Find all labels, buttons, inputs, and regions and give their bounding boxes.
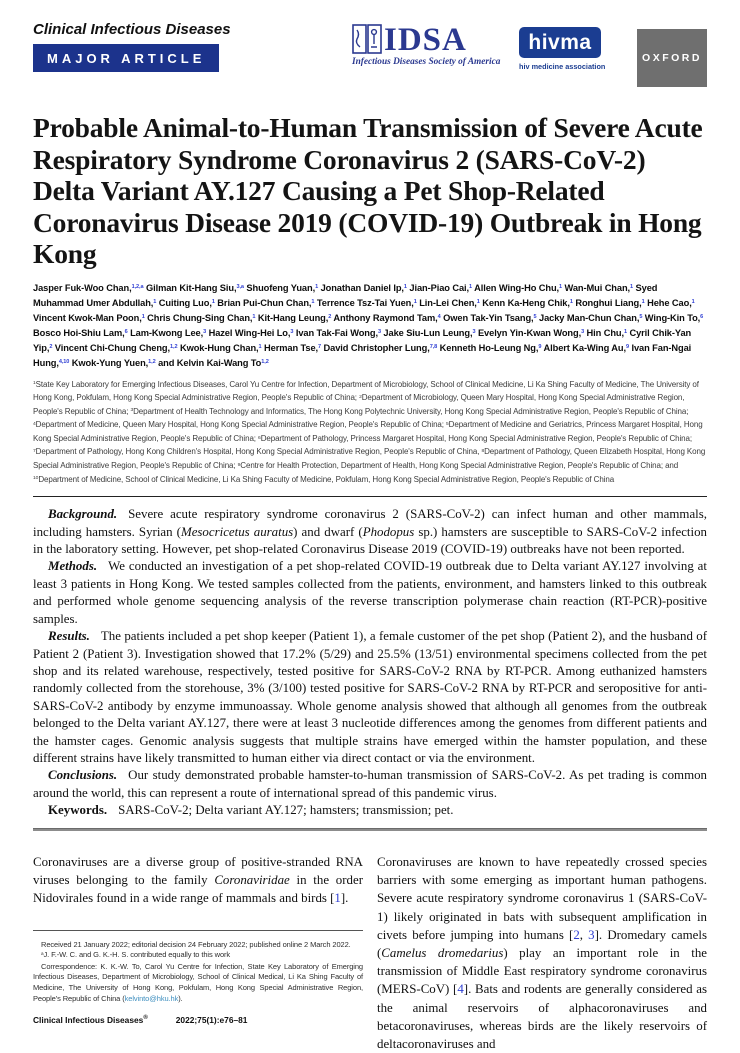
idsa-tagline: Infectious Diseases Society of America — [352, 57, 501, 67]
hivma-logo — [519, 27, 611, 71]
idsa-acronym: IDSA — [384, 22, 467, 58]
abstract-methods — [33, 558, 707, 628]
article-title: Probable Animal-to-Human Transmission of Severe Acute Respiratory Syndrome Coronavirus 2 (SARS-CoV-2) Delta Variant AY.127 Causing a Pet Shop-Related Coronavirus Disease 2019 (COVID-19) Outbreak in Hong Kong — [33, 112, 703, 269]
abstract-top-rule — [33, 496, 707, 497]
page-header — [33, 0, 707, 100]
citation-ref-link[interactable]: 4 — [457, 982, 464, 997]
citation-ref-link[interactable]: 3 — [588, 927, 595, 942]
abstract-label-methods: Methods. — [48, 559, 98, 574]
abstract-background — [33, 506, 707, 558]
abstract-methods-text: We conducted an investigation of a pet shop-related COVID-19 outbreak due to Delta variant AY.127 involving at least 3 patients in Hong Kong. We tested samples collected from the patients, environment, and hamsters linked to this outbreak and performed whole genome sequencing analysis of the reverse transcription polymerase chain reaction (RT-PCR)-positive samples. — [33, 559, 707, 626]
citation-journal: Clinical Infectious Diseases — [33, 1015, 144, 1026]
hivma-wordmark: hivma — [519, 27, 601, 58]
left-column — [33, 853, 363, 1053]
journal-name: Clinical Infectious Diseases — [33, 21, 231, 38]
idsa-emblem-icon — [352, 24, 382, 54]
footnote-rule — [33, 930, 363, 931]
footnote-block — [33, 940, 363, 1005]
right-column — [377, 853, 707, 1053]
footnote-correspondence: Correspondence: K. K.-W. To, Carol Yu Centre for Infection, State Key Laboratory of Emerging Infectious Diseases, Department of Microbiology, School of Clinical Medical, Li Ka Shing Faculty of Medicine, The University of Hong Kong, Pokfulam, Hong Kong Special Administrative Region, People's Republic of China (kelvinto@hku.hk). — [33, 961, 363, 1003]
email-link[interactable]: kelvinto@hku.hk — [124, 993, 179, 1003]
citation-detail: 2022;75(1):e76–81 — [175, 1015, 248, 1026]
abstract-section — [33, 506, 707, 819]
article-type-badge: MAJOR ARTICLE — [33, 44, 219, 72]
oxford-wordmark: OXFORD — [642, 52, 702, 64]
abstract-results-text: The patients included a pet shop keeper (Patient 1), a female customer of the pet shop (Patient 2), and the husband of Patient 2 (Patient 3). Investigation showed that 17.2% (5/29) and 25.5% (13/51) environmental specimens collected from the pet shop and its related warehouse, respectively, tested positive for SARS-CoV-2 RNA by RT-PCR. Among euthanized hamsters randomly collected from the storehouse, 3% (3/100) tested positive for SARS-CoV-2 RNA by RT-PCR and seropositive for anti-SARS-CoV-2 antibody by enzyme immunoassay. Whole genome analysis showed that although all genomes from the outbreak belonged to the Delta variant AY.127, there were at least 3 nucleotide differences among the genomes from different patients and the hamster cages. Genomic analysis suggests that multiple strains have emerged within the hamster population, and these different strains have likely transmitted to human either via direct contact or via the environment. — [33, 629, 707, 765]
abstract-conclusions-text: Our study demonstrated probable hamster-to-human transmission of SARS-CoV-2. As pet trading is common around the world, this can represent a route of international spread of this pandemic virus. — [33, 768, 707, 800]
footnote-equal-contribution: $^a$J. F.-W. C. and G. K.-H. S. contributed equally to this work — [41, 950, 231, 960]
abstract-label-conclusions: Conclusions. — [48, 768, 118, 783]
abstract-label-background: Background. — [48, 507, 118, 522]
body-paragraph-right: Coronaviruses are known to have repeatedly crossed species barriers with some emerging as important human pathogens. Severe acute respiratory syndrome coronavirus 1 (SARS-CoV-1) likely originated in bats with subsequent amplification in civets before jumping into humans [2, 3]. Dromedary camels (Camelus dromedarius) play an important role in the transmission of Middle East respiratory syndrome coronavirus (MERS-CoV) [4]. Bats and rodents are generally considered as the animal reservoirs of alphacoronaviruses and betacoronaviruses, whereas birds are the likely reservoirs of deltacoronaviruses and — [377, 855, 707, 1052]
abstract-label-keywords: Keywords. — [48, 803, 108, 818]
abstract-bottom-rule — [33, 828, 707, 832]
author-list: Jasper Fuk-Woo Chan,$^{1,2,a}$ Gilman Kit-Hang Siu,$^{3,a}$ Shuofeng Yuan,$^1$ Jonathan Daniel Ip,$^1$ Jian-Piao Cai,$^1$ Allen Wing-Ho Chu,$^1$ Wan-Mui Chan,$^1$ Syed Muhammad Umer Abdullah,$^1$ Cuiting Luo,$^1$ Brian Pui-Chun Chan,$^1$ Terrence Tsz-Tai Yuen,$^1$ Lin-Lei Chen,$^1$ Kenn Ka-Heng Chik,$^1$ Ronghui Liang,$^1$ Hehe Cao,$^1$ Vincent Kwok-Man Poon,$^1$ Chris Chung-Sing Chan,$^1$ Kit-Hang Leung,$^2$ Anthony Raymond Tam,$^4$ Owen Tak-Yin Tsang,$^5$ Jacky Man-Chun Chan,$^5$ Wing-Kin To,$^6$ Bosco Hoi-Shiu Lam,$^6$ Lam-Kwong Lee,$^3$ Hazel Wing-Hei Lo,$^3$ Ivan Tak-Fai Wong,$^3$ Jake Siu-Lun Leung,$^3$ Evelyn Yin-Kwan Wong,$^3$ Hin Chu,$^1$ Cyril Chik-Yan Yip,$^2$ Vincent Chi-Chung Cheng,$^{1,2}$ Kwok-Hung Chan,$^1$ Herman Tse,$^7$ David Christopher Lung,$^{7,8}$ Kenneth Ho-Leung Ng,$^9$ Albert Ka-Wing Au,$^9$ Ivan Fan-Ngai Hung,$^{4,10}$ Kwok-Yung Yuen,$^{1,2}$ and Kelvin Kai-Wang To$^{1,2}$ — [33, 282, 704, 368]
abstract-conclusions — [33, 767, 707, 802]
oxford-logo — [637, 29, 707, 87]
affiliation-list: $^1$State Key Laboratory for Emerging Infectious Diseases, Carol Yu Centre for Infection, Department of Microbiology, School of Clinical Medicine, Li Ka Shing Faculty of Medicine, The University of Hong Kong, Pokfulam, Hong Kong Special Administrative Region, People's Republic of China; $^2$Department of Microbiology, Queen Mary Hospital, Hong Kong Special Administrative Region, People's Republic of China; $^3$Department of Health Technology and Informatics, The Hong Kong Polytechnic University, Hong Kong Special Administrative Region, People's Republic of China; $^4$Department of Medicine, Queen Mary Hospital, Hong Kong Special Administrative Region, People's Republic of China; $^5$Department of Medicine and Geriatrics, Princess Margaret Hospital, Hong Kong Special Administrative Region, People's Republic of China; $^6$Department of Pathology, Princess Margaret Hospital, Hong Kong Special Administrative Region, People's Republic of China; $^7$Department of Pathology, Hong Kong Children's Hospital, Hong Kong Special Administrative Region, People's Republic of China, $^8$Department of Pathology, Queen Elizabeth Hospital, Hong Kong Special Administrative Region, People's Republic of China; $^9$Centre for Health Protection, Department of Health, Hong Kong Special Administrative Region, People's Republic of China; and $^{10}$Department of Medicine, School of Clinical Medicine, Li Ka Shing Faculty of Medicine, Pokfulam, Hong Kong Special Administrative Region, People's Republic of China — [33, 379, 706, 484]
body-columns — [33, 853, 707, 1053]
hivma-tagline: hiv medicine association — [519, 62, 606, 71]
publisher-logos — [352, 24, 707, 94]
abstract-keywords — [33, 802, 707, 819]
journal-citation — [33, 1011, 363, 1029]
body-paragraph-left: Coronaviruses are a diverse group of positive-stranded RNA viruses belonging to the family Coronaviridae in the order Nidovirales found in a wide range of mammals and birds [1]. — [33, 855, 364, 906]
footnote-received: Received 21 January 2022; editorial decision 24 February 2022; published online 2 March 2022. — [41, 939, 351, 949]
abstract-label-results: Results. — [48, 629, 90, 644]
abstract-background-text: Severe acute respiratory syndrome coronavirus 2 (SARS-CoV-2) can infect human and other mammals, including hamsters. Syrian (Mesocricetus auratus) and dwarf (Phodopus sp.) hamsters are susceptible to SARS-CoV-2 infection in the laboratory setting. However, pet shop-related Coronavirus Disease 2019 (COVID-19) outbreaks have not been reported. — [33, 507, 707, 557]
idsa-logo — [352, 24, 527, 67]
abstract-keywords-text: SARS-CoV-2; Delta variant AY.127; hamsters; transmission; pet. — [118, 803, 454, 818]
abstract-results — [33, 628, 707, 767]
citation-ref-link[interactable]: 1 — [334, 891, 341, 906]
registered-mark: ® — [143, 1015, 148, 1022]
citation-ref-link[interactable]: 2 — [573, 927, 580, 942]
